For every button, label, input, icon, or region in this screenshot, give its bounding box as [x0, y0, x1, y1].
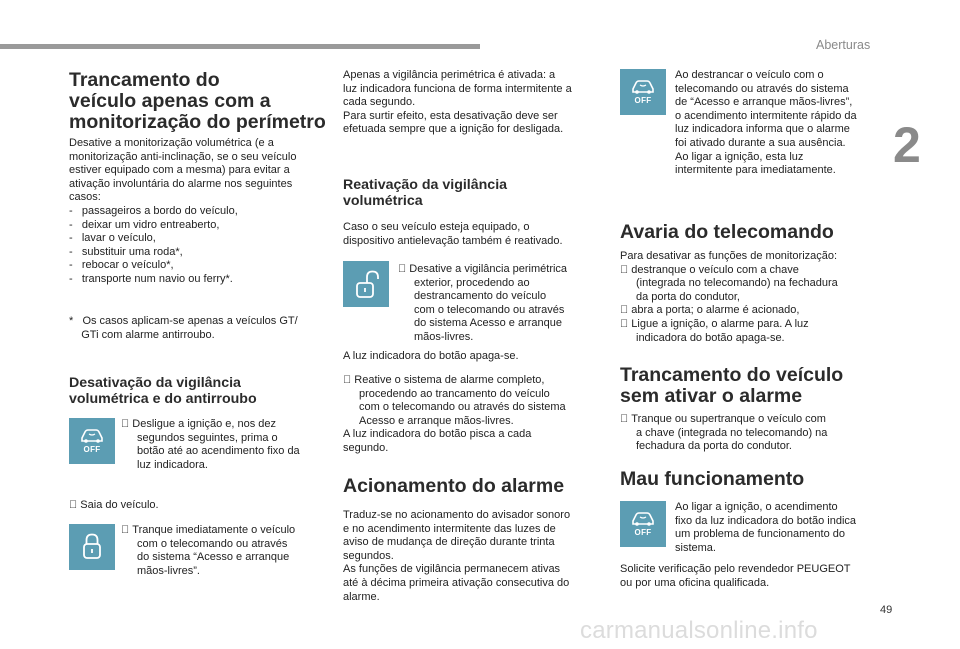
text-line: aviso de mudança de direção durante trinta	[343, 536, 555, 549]
remote-fault-paragraph	[620, 250, 838, 345]
text-line: até à décima primeira ativação consecutiva do	[343, 576, 570, 589]
subtitle-reactivation	[343, 177, 507, 209]
text-line: do sistema “Acesso e arranque	[137, 551, 290, 564]
section-title-remote-fault: Avaria do telecomando	[620, 221, 834, 243]
subtitle-line: volumétrica e do antirroubo	[69, 391, 257, 407]
text-line: Saia do veículo.	[69, 499, 148, 511]
step-ignition	[121, 418, 300, 472]
text-line: efetuada sempre que a ignição for desligada.	[343, 123, 564, 136]
text-line: mãos-livres.	[414, 330, 474, 343]
title-line: Trancamento do veículo	[620, 364, 844, 386]
header-bar	[0, 44, 480, 49]
unlock-icon	[343, 261, 389, 307]
text-line: Desative a vigilância perimétrica	[398, 263, 556, 275]
list-item: - deixar um vidro entreaberto,	[69, 218, 220, 231]
text-line: As funções de vigilância permanecem ativas	[343, 563, 561, 576]
text-line: Para surtir efeito, esta desativação deve ser	[343, 109, 558, 122]
reactivation-paragraph	[343, 221, 563, 248]
text-line: com o telecomando ou através	[137, 537, 288, 550]
text-line: e no acendimento intermitente das luzes de	[343, 522, 556, 535]
text-line: Desative a monitorização volumétrica (e a	[69, 137, 274, 149]
list-item: - rebocar o veículo*,	[69, 259, 174, 272]
text-line: A luz indicadora do botão apaga-se.	[343, 350, 519, 362]
text-line: luz indicadora informa que o alarme	[675, 123, 850, 136]
text-line: * Os casos aplicam-se apenas a veículos GT/	[69, 315, 298, 327]
text-line: abra a porta; o alarme é acionado,	[620, 304, 789, 317]
text-line: Apenas a vigilância perimétrica é ativada: a	[343, 69, 556, 81]
section-title-lock-without-alarm	[620, 365, 843, 407]
step-deactivate-perimeter	[398, 263, 567, 345]
subtitle-line: Reativação da vigilância	[343, 177, 508, 193]
section-title-perimeter	[69, 70, 326, 133]
list-item: - substituir uma roda*,	[69, 245, 183, 258]
text-line: Tranque ou supertranque o veículo com	[620, 413, 815, 425]
list-item: - lavar o veículo,	[69, 232, 156, 245]
text-line: mãos-livres”.	[137, 564, 200, 577]
off-label: OFF	[83, 445, 101, 454]
text-line: Acesso e arranque mãos-livres.	[359, 414, 514, 427]
text-line: destranque o veículo com a chave	[620, 263, 788, 276]
text-line: telecomando ou através do sistema	[675, 82, 849, 95]
list-item: - passageiros a bordo do veículo,	[69, 204, 238, 217]
text-line: da porta do condutor,	[636, 290, 740, 303]
text-line: Solicite verificação pelo revendedor PEUGEOT	[620, 563, 851, 575]
title-line: veículo apenas com a	[69, 90, 271, 112]
text-line: do sistema Acesso e arranque	[414, 317, 562, 330]
text-line: Ao ligar a ignição, o acendimento	[675, 501, 838, 513]
step-lock-vehicle	[121, 524, 295, 578]
title-line: Trancamento do	[69, 69, 220, 91]
text-line: ou por uma oficina qualificada.	[620, 576, 770, 589]
malfunction-paragraph	[675, 501, 856, 555]
text-line: intermitente para imediatamente.	[675, 164, 836, 177]
text-line: fechadura da porta do condutor.	[636, 440, 792, 453]
step-reactivate-alarm	[343, 374, 566, 456]
title-line: sem ativar o alarme	[620, 385, 803, 407]
text-line: Traduz-se no acionamento do avisador sonoro	[343, 509, 571, 521]
watermark: carmanualsonline.info	[580, 617, 818, 644]
text-line: estiver equipado com a mesma) para evitar a	[69, 164, 290, 177]
list-item: - transporte num navio ou ferry*.	[69, 272, 233, 285]
text-line: segundos seguintes, prima o	[137, 431, 278, 444]
intro-paragraph	[69, 137, 296, 287]
led-off-text	[343, 350, 519, 364]
step-exit-vehicle	[69, 499, 159, 513]
text-line: Ao ligar a ignição, esta luz	[675, 150, 804, 163]
text-line: botão até ao acendimento fixo da	[137, 445, 300, 458]
alarm-off-button-icon	[69, 418, 115, 464]
off-label: OFF	[634, 528, 652, 537]
text-line: a chave (integrada no telecomando) na	[636, 426, 828, 439]
text-line: sistema.	[675, 541, 716, 554]
text-line: Caso o seu veículo esteja equipado, o	[343, 221, 530, 233]
text-line: indicadora do botão apaga-se.	[636, 331, 785, 344]
off-label: OFF	[634, 96, 652, 105]
section-title-malfunction: Mau funcionamento	[620, 468, 805, 490]
text-line: destrancamento do veículo	[414, 290, 547, 303]
text-line: com o telecomando ou através	[414, 303, 565, 316]
text-line: monitorização anti-inclinação, se o seu veículo	[69, 150, 297, 163]
text-line: foi ativado durante a sua ausência.	[675, 136, 846, 149]
text-line: Reative o sistema de alarme completo,	[343, 374, 534, 386]
text-line: de “Acesso e arranque mãos-livres”,	[675, 96, 853, 109]
chapter-number: 2	[893, 117, 921, 173]
text-line: casos:	[69, 191, 101, 204]
text-line: Para desativar as funções de monitorização:	[620, 250, 838, 262]
text-line: segundos.	[343, 549, 394, 562]
text-line: Ligue a ignição, o alarme para. A luz	[620, 317, 798, 330]
section-name: Aberturas	[816, 38, 871, 52]
text-line: Desligue a ignição e, nos dez	[121, 418, 265, 430]
alarm-trigger-paragraph	[343, 509, 570, 604]
text-line: procedendo ao trancamento do veículo	[359, 387, 550, 400]
text-line: A luz indicadora do botão pisca a cada	[343, 428, 532, 441]
unlock-indicator-paragraph	[675, 69, 857, 178]
text-line: (integrada no telecomando) na fechadura	[636, 277, 838, 290]
footnote	[69, 315, 298, 342]
text-line: fixo da luz indicadora do botão indica	[675, 514, 857, 527]
text-line: cada segundo.	[343, 96, 416, 109]
text-line: o acendimento intermitente rápido da	[675, 109, 857, 122]
text-line: um problema de funcionamento do	[675, 528, 845, 541]
text-line: GTi com alarme antirroubo.	[69, 328, 215, 341]
text-line: segundo.	[343, 441, 389, 454]
text-line: dispositivo antielevação também é reativado.	[343, 234, 563, 247]
subtitle-deactivation	[69, 375, 257, 407]
text-line: luz indicadora.	[137, 458, 208, 471]
alarm-off-button-icon	[620, 501, 666, 547]
text-line: exterior, procedendo ao	[414, 276, 530, 289]
subtitle-line: Desativação da vigilância	[69, 375, 241, 391]
dealer-paragraph	[620, 563, 851, 590]
text-line: luz indicadora funciona de forma intermitente a	[343, 82, 572, 95]
subtitle-line: volumétrica	[343, 193, 423, 209]
page-number: 49	[880, 604, 893, 616]
lock-icon	[69, 524, 115, 570]
text-line: ativação involuntária do alarme nos seguintes	[69, 177, 293, 190]
alarm-off-button-icon	[620, 69, 666, 115]
title-line: monitorização do perímetro	[69, 111, 326, 133]
text-line: Ao destrancar o veículo com o	[675, 69, 824, 81]
text-line: com o telecomando ou através do sistema	[359, 401, 566, 414]
perimeter-active-paragraph	[343, 69, 572, 137]
lock-without-alarm-paragraph	[620, 413, 827, 454]
section-title-alarm-trigger: Acionamento do alarme	[343, 475, 565, 497]
text-line: Tranque imediatamente o veículo	[121, 524, 284, 536]
text-line: alarme.	[343, 590, 380, 603]
